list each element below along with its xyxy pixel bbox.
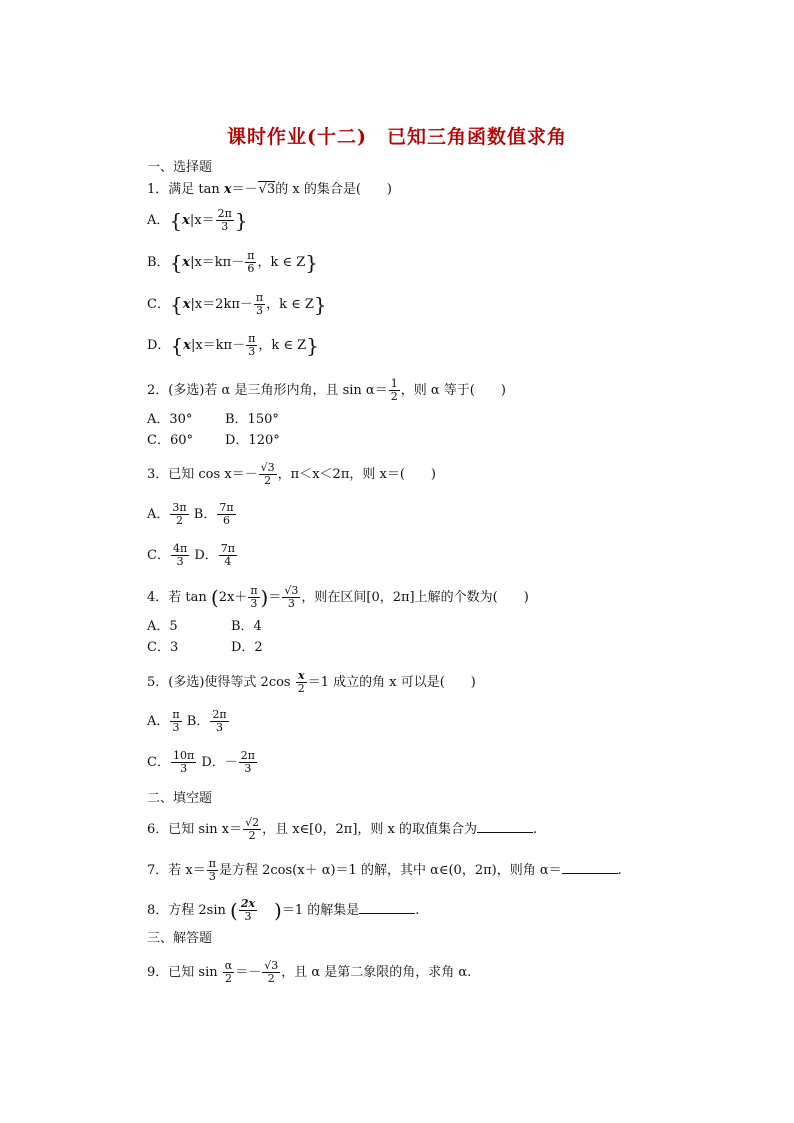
question-4-option-a: A．5 [147, 619, 178, 634]
answer-blank [562, 861, 618, 874]
question-3-option-cd: C． $\frac{4\pi}{3}$ D． $\frac{7\pi}{4}$ [147, 542, 235, 568]
question-3-stem: 3．已知 cos x＝－ $\frac{√3}{2}$ ，π＜x＜2π，则 x＝( ) [147, 461, 436, 487]
question-1-option-a: A．{x|x＝ $\frac{2\pi}{3}$ } [147, 207, 248, 233]
section-fill-in: 二、填空题 [147, 791, 213, 806]
question-2-option-a: A．30° [147, 412, 193, 427]
question-9-stem: 9．已知 sin $\frac{\alpha}{2}$ ＝－ $\frac{√3}{2}$ ，且 α 是第二象限的角，求角 α. [147, 959, 472, 985]
answer-blank [359, 901, 415, 914]
section-choice: 一、选择题 [147, 160, 213, 175]
question-5-stem: 5．(多选)使得等式 2cos $\frac{x}{2}$ ＝1 成立的角 x 可以是( ) [147, 669, 476, 695]
question-7-stem: 7．若 x＝ $\frac{\pi}{3}$ 是方程 2cos(x＋ α)＝1 的解，其中 α∈(0，2π)，则角 α＝ . [147, 857, 622, 883]
question-1-option-c: C．{x|x＝2kπ－ $\frac{\pi}{3}$ ，k ∈ Z} [147, 291, 327, 317]
question-2-option-d: D．120° [225, 433, 280, 448]
question-3-option-ab: A． $\frac{3\pi}{2}$ B． $\frac{7\pi}{6}$ [147, 501, 234, 527]
page-title: 课时作业(十二) 已知三角函数值求角 [227, 126, 567, 148]
question-4-stem: 4．若 tan (2x＋ $\frac{\pi}{3}$ )＝ $\frac{√3}{3}$ ，则在区间[0，2π]上解的个数为( ) [147, 584, 529, 610]
question-8-stem: 8．方程 2sin ( $\frac{2x}{3}$ )＝1 的解集是 . [147, 897, 420, 923]
question-1-option-d: D．{x|x＝kπ－ $\frac{\pi}{3}$ ，k ∈ Z} [147, 332, 319, 358]
question-1-option-b: B．{x|x＝kπ－ $\frac{\pi}{6}$ ，k ∈ Z} [147, 249, 318, 275]
question-1-stem: 1．满足 tan x＝－√3的 x 的集合是( ) [147, 182, 392, 197]
question-2-stem: 2．(多选)若 α 是三角形内角，且 sin α＝ $\frac{1}{2}$ ，则 α 等于( ) [147, 377, 506, 403]
question-4-option-c: C．3 [147, 640, 179, 655]
question-4-option-d: D．2 [231, 640, 263, 655]
question-2-option-b: B．150° [225, 412, 279, 427]
question-2-option-c: C．60° [147, 433, 193, 448]
question-6-stem: 6．已知 sin x＝ $\frac{√2}{2}$ ，且 x∈[0，2π]，则 x 的取值集合为 . [147, 816, 538, 842]
question-4-option-b: B．4 [231, 619, 262, 634]
question-5-option-cd: C． $\frac{10\pi}{3}$ D．－ $\frac{2\pi}{3}$ [147, 749, 255, 775]
section-answer: 三、解答题 [147, 931, 213, 946]
answer-blank [477, 820, 533, 833]
question-5-option-ab: A． $\frac{\pi}{3}$ B． $\frac{2\pi}{3}$ [147, 708, 227, 734]
